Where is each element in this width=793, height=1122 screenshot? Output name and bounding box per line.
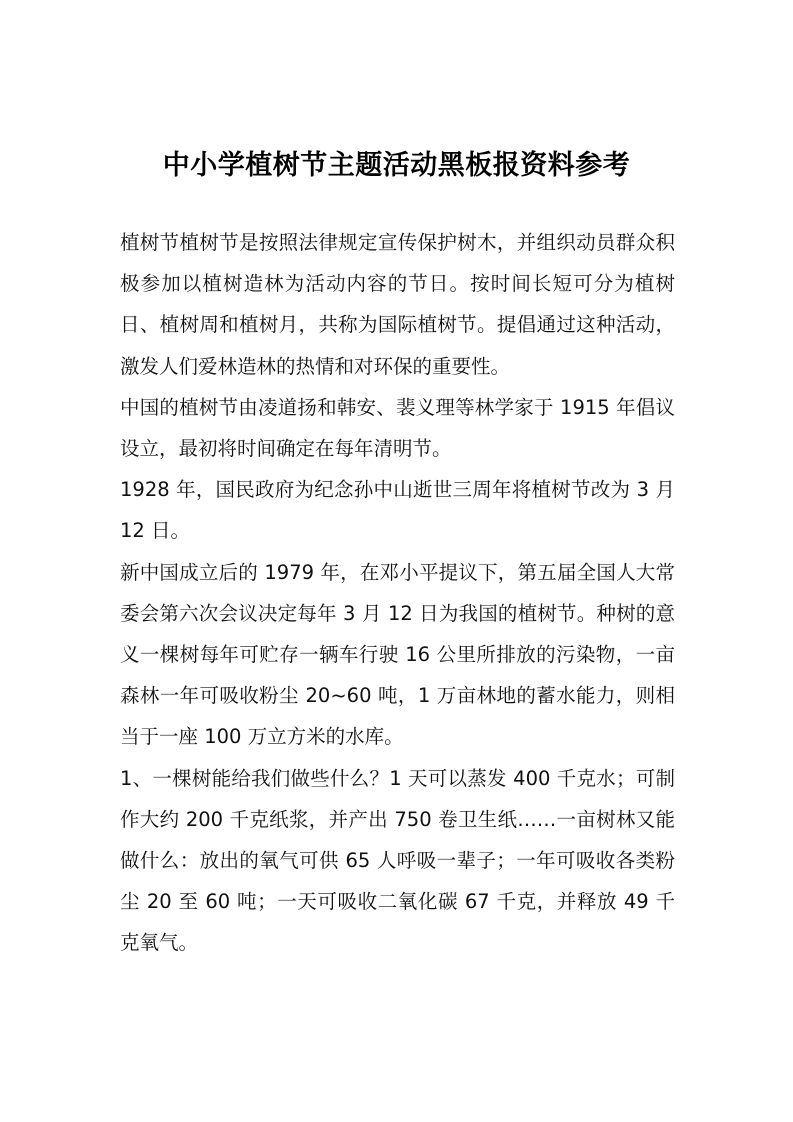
document-title: 中小学植树节主题活动黑板报资料参考 (162, 150, 631, 182)
document-body (120, 222, 675, 964)
paragraph-tree-benefits: 1、一棵树能给我们做些什么？1 天可以蒸发 400 千克水；可制作大约 200 千克纸浆，并产出 750 卷卫生纸……一亩树林又能做什么：放出的氧气可供 65 人呼吸一辈子；一年可吸收各类粉尘 20 至 60 吨；一天可吸收二氧化碳 67 千克，并释放 49 千克氧气。 (120, 766, 675, 955)
paragraph-origin-1915: 中国的植树节由凌道扬和韩安、裴义理等林学家于 1915 年倡议设立，最初将时间确定在每年清明节。 (120, 395, 675, 461)
paragraph-1928: 1928 年，国民政府为纪念孙中山逝世三周年将植树节改为 3 月 12 日。 (120, 478, 675, 543)
paragraph-intro: 植树节植树节是按照法律规定宣传保护树木，并组织动员群众积极参加以植树造林为活动内容的节日。按时间长短可分为植树日、植树周和植树月，共称为国际植树节。提倡通过这种活动，激发人们爱林造林的热情和对环保的重要性。 (120, 231, 675, 378)
paragraph-1979-significance: 新中国成立后的 1979 年，在邓小平提议下，第五届全国人大常委会第六次会议决定每年 3 月 12 日为我国的植树节。种树的意义一棵树每年可贮存一辆车行驶 16 公里所排放的污染物，一亩森林一年可吸收粉尘 20~60 吨，1 万亩林地的蓄水能力，则相当于一座 100 万立方米的水库。 (120, 560, 675, 749)
